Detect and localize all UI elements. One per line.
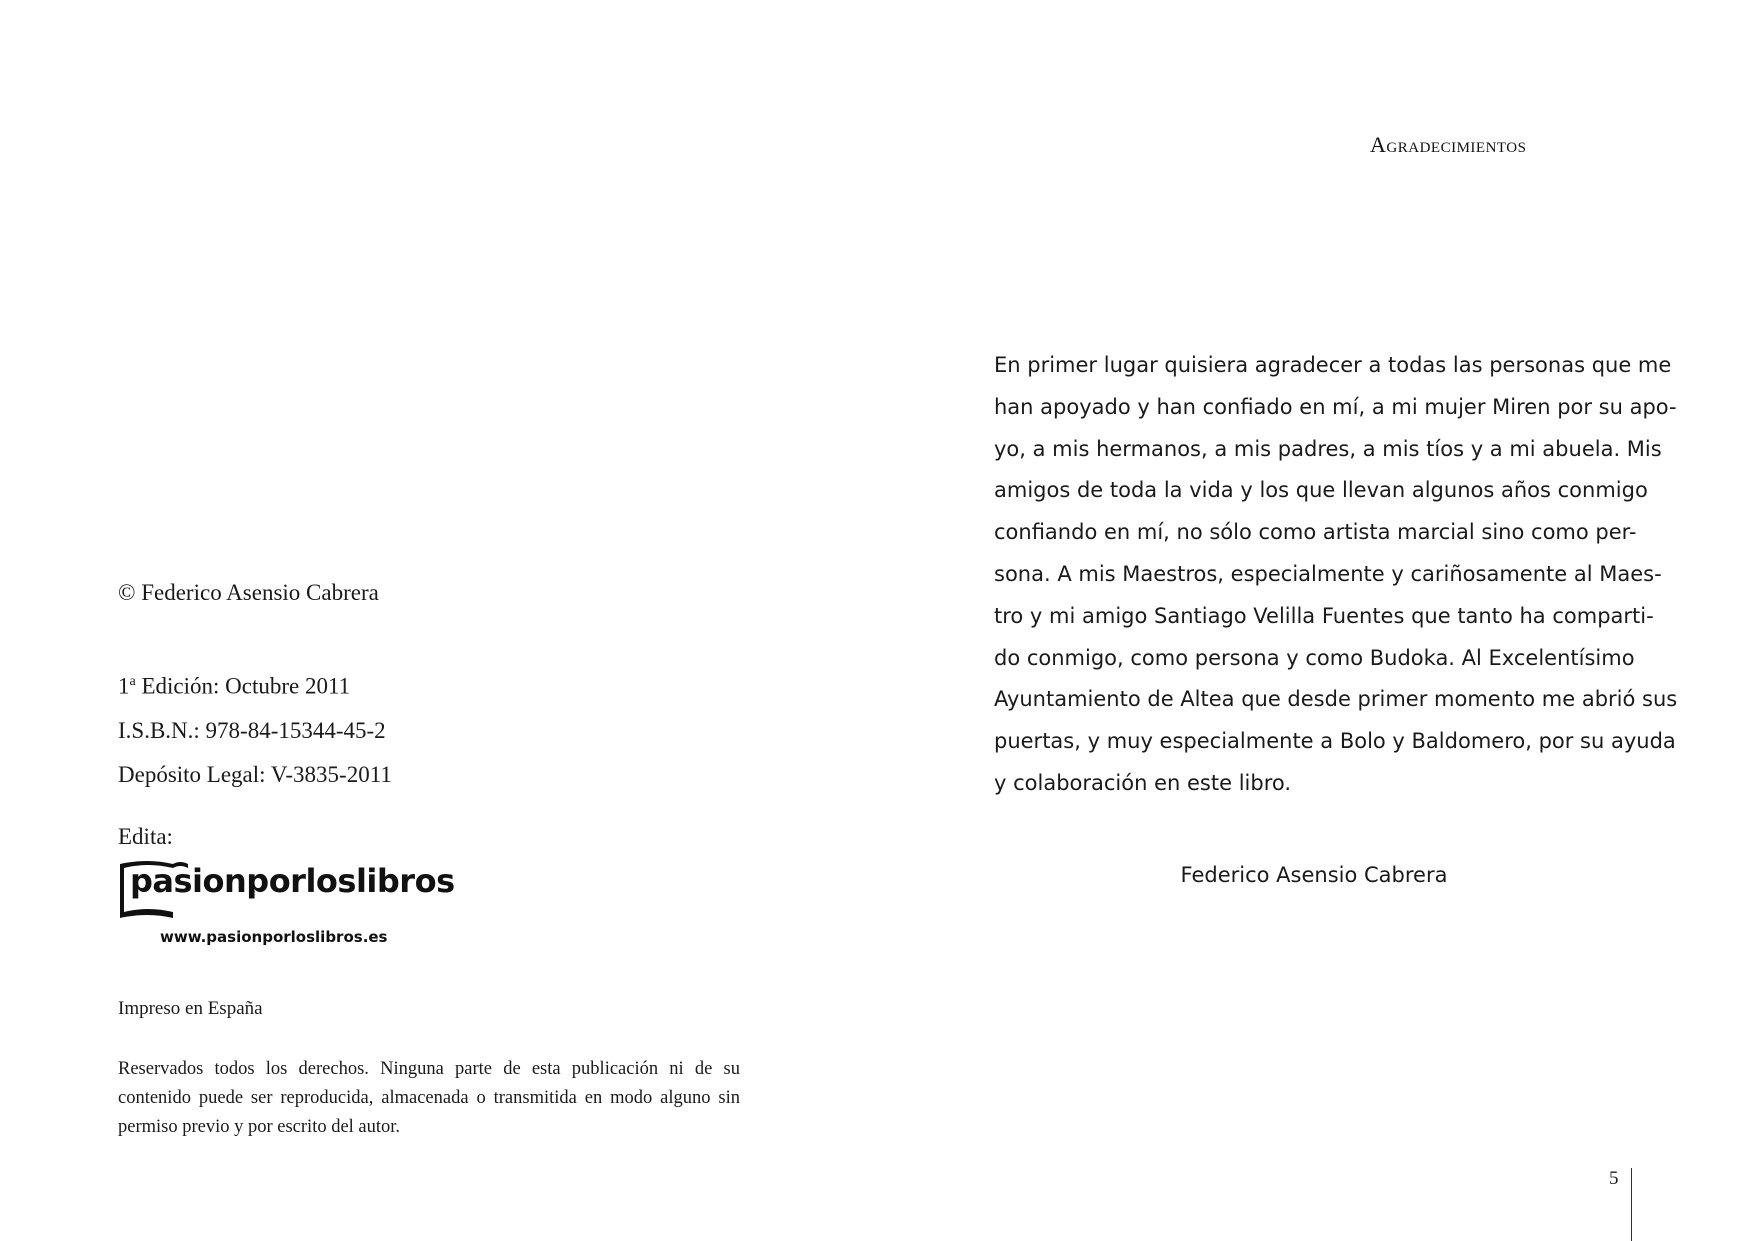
legal-deposit-line: Depósito Legal: V-3835-2011 [118,761,392,787]
edition-line [118,660,392,709]
publisher-logo [118,858,455,948]
edition-date: Edición: Octubre 2011 [135,673,351,699]
left-page [0,0,874,1241]
page-edge-rule [1631,1168,1632,1241]
body-line: En primer lugar quisiera agradecer a todas las personas que me [994,353,1672,377]
body-line: y colaboración en este libro. [994,770,1292,795]
body-line: yo, a mis hermanos, a mis padres, a mis tíos y a mi abuela. Mis [994,436,1662,461]
publisher-label: Edita: [118,824,173,849]
acknowledgements-body [994,345,1678,805]
acknowledgements-heading: Agradecimientos [1370,132,1527,157]
right-page [874,0,1749,1241]
body-line: han apoyado y han confiado en mí, a mi mujer Miren por su apo- [994,394,1677,419]
publication-details [118,660,392,797]
printed-in: Impreso en España [118,998,263,1019]
isbn-line: I.S.B.N.: 978-84-15344-45-2 [118,717,386,743]
author-signature: Federico Asensio Cabrera [1180,863,1448,887]
edition-number: 1 [118,673,130,699]
body-line: puertas, y muy especialmente a Bolo y Baldomero, por su ayuda [994,729,1676,754]
publisher-logo-text: pasionporloslibros [130,862,455,900]
body-line: tro y mi amigo Santiago Velilla Fuentes que tanto ha comparti- [994,603,1654,628]
body-line: amigos de toda la vida y los que llevan algunos años conmigo [994,478,1648,503]
publisher-url: www.pasionporloslibros.es [160,928,388,946]
body-line: Ayuntamiento de Altea que desde primer momento me abrió sus [994,687,1678,712]
edition-ordinal: a [129,674,136,689]
body-line: sona. A mis Maestros, especialmente y cariñosamente al Maes- [994,561,1662,586]
rights-notice: Reservados todos los derechos. Ninguna parte de esta publicación ni de su contenido puede ser reproducida, almacenada o transmitida en modo alguno sin permiso previo y por escrito del autor. [118,1059,740,1137]
body-line: confiando en mí, no sólo como artista marcial sino como per- [994,520,1637,545]
copyright-notice: © Federico Asensio Cabrera [118,580,379,605]
page-number: 5 [1609,1168,1619,1189]
body-line: do conmigo, como persona y como Budoka. Al Excelentísimo [994,645,1635,670]
section-title [874,132,1749,158]
